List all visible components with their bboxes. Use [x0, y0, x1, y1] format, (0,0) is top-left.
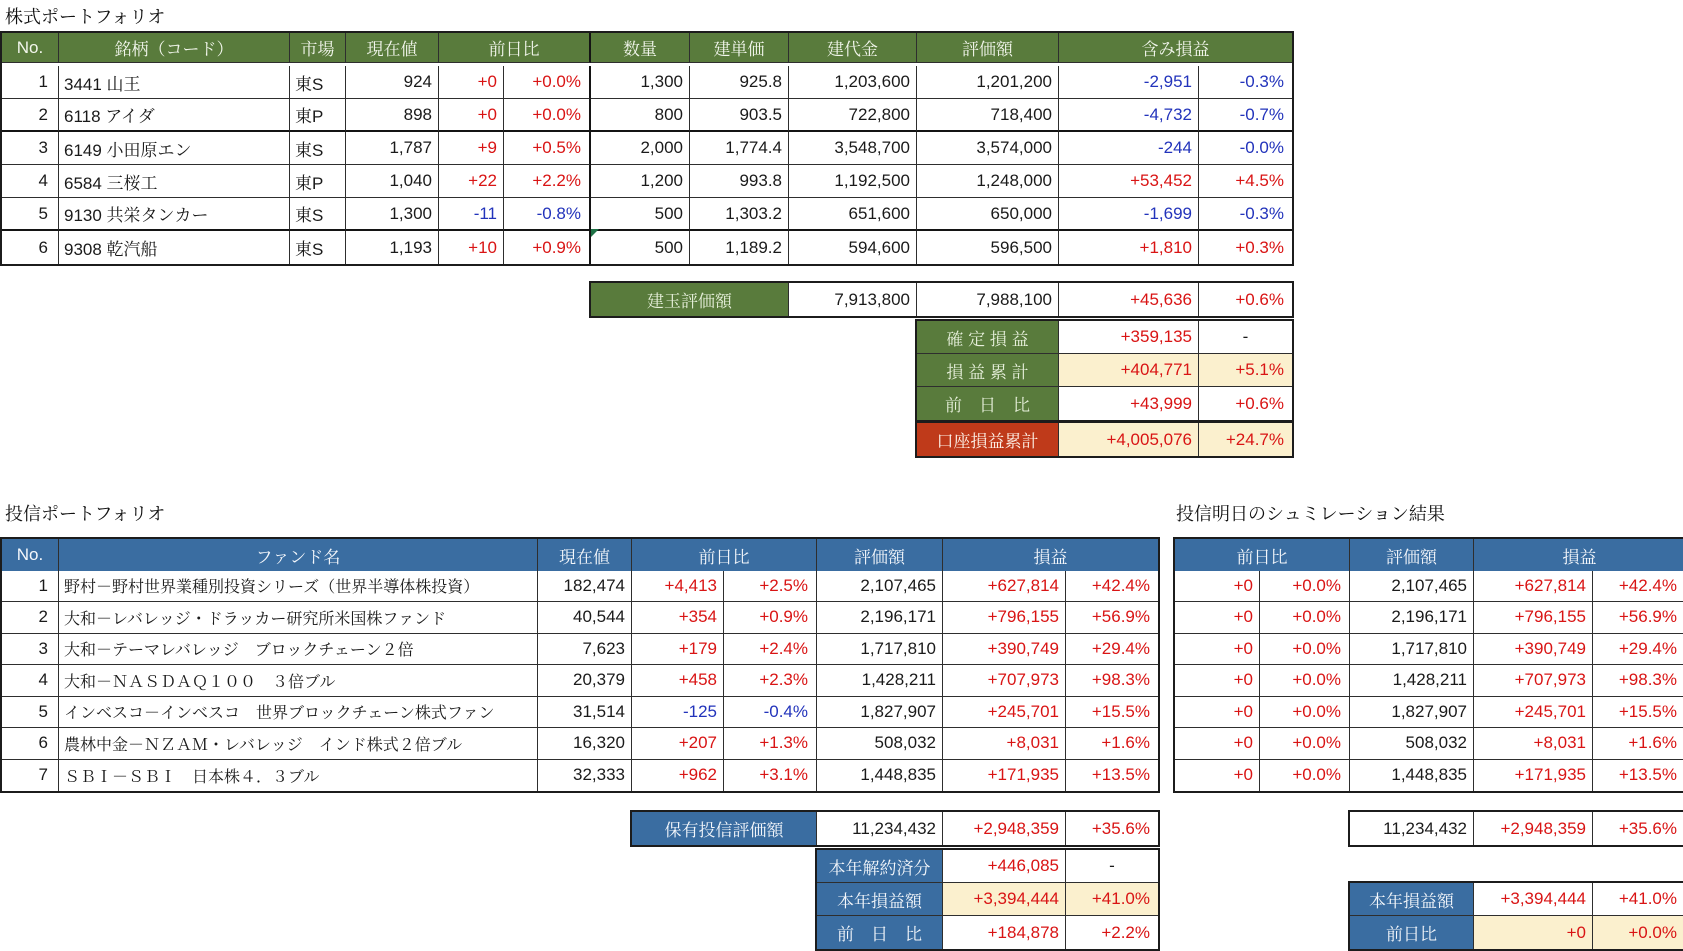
fund-cell-name[interactable]: ＳＢＩ－ＳＢＩ 日本株４．３ブル	[59, 760, 538, 792]
stock-cell-pl-pct[interactable]: +0.3%	[1199, 231, 1292, 264]
stock-cell-cost[interactable]: 651,600	[789, 198, 917, 231]
fund-cell-chg-pct[interactable]: +0.9%	[724, 602, 817, 634]
stock-header-unit-price[interactable]: 建単価	[690, 33, 789, 63]
fund-cell-price[interactable]: 32,333	[538, 760, 632, 792]
sim-cell-pl[interactable]: +796,155	[1474, 602, 1593, 634]
stock-cum-pl-label[interactable]: 損 益 累 計	[917, 354, 1059, 387]
sim-year-pl-value[interactable]: +3,394,444	[1474, 883, 1593, 916]
simulation-table	[1173, 537, 1683, 793]
fund-cell-name[interactable]: 大和－ＮＡＳＤＡＱ１００ ３倍ブル	[59, 665, 538, 697]
stock-cell-value[interactable]: 596,500	[917, 231, 1059, 264]
fund-cell-pl-pct[interactable]: +13.5%	[1066, 760, 1158, 792]
fund-cell-value[interactable]: 1,717,810	[817, 634, 943, 666]
stock-cell-unit[interactable]: 1,774.4	[690, 132, 789, 165]
sim-cell-pl[interactable]: +245,701	[1474, 697, 1593, 729]
sim-cell-chg-pct[interactable]: +0.0%	[1260, 760, 1350, 792]
stock-cell-cost[interactable]: 722,800	[789, 99, 917, 132]
fund-day-change-value[interactable]: +184,878	[943, 916, 1066, 949]
fund-cell-value[interactable]: 1,428,211	[817, 665, 943, 697]
stock-cell-chg-pct[interactable]: +2.2%	[504, 165, 591, 198]
fund-portfolio-table	[0, 537, 1160, 793]
sim-cell-chg[interactable]: +0	[1175, 697, 1260, 729]
stock-cell-market[interactable]: 東S	[290, 66, 346, 99]
stock-cell-qty[interactable]: 1,200	[591, 165, 690, 198]
fund-cell-pl-pct[interactable]: +15.5%	[1066, 697, 1158, 729]
stock-day-change-value[interactable]: +43,999	[1059, 387, 1199, 420]
stock-day-change-pct[interactable]: +0.6%	[1199, 387, 1292, 420]
stock-cell-name[interactable]: 9130 共栄タンカー	[59, 198, 290, 231]
sim-day-change-label[interactable]: 前日比	[1350, 916, 1474, 949]
sim-day-change-pct[interactable]: +0.0%	[1593, 916, 1683, 949]
fund-portfolio-title: 投信ポートフォリオ	[5, 504, 166, 524]
sim-day-change-value[interactable]: +0	[1474, 916, 1593, 949]
sim-cell-pl[interactable]: +8,031	[1474, 728, 1593, 760]
fund-cell-no[interactable]: 4	[2, 665, 59, 697]
fund-year-pl-pct[interactable]: +41.0%	[1066, 883, 1158, 916]
stock-cum-pl-pct[interactable]: +5.1%	[1199, 354, 1292, 387]
fund-cell-pl[interactable]: +627,814	[943, 571, 1066, 603]
stock-header-price[interactable]: 現在値	[346, 33, 439, 63]
sim-cell-value[interactable]: 1,448,835	[1350, 760, 1474, 792]
stock-cell-qty[interactable]: 500	[591, 198, 690, 231]
fund-cell-price[interactable]: 16,320	[538, 728, 632, 760]
stock-fixed-pl-value[interactable]: +359,135	[1059, 321, 1199, 354]
sim-cell-chg-pct[interactable]: +0.0%	[1260, 665, 1350, 697]
sim-cell-value[interactable]: 1,717,810	[1350, 634, 1474, 666]
stock-header-cost[interactable]: 建代金	[789, 33, 917, 63]
stock-cell-name[interactable]: 9308 乾汽船	[59, 231, 290, 264]
stock-cell-unit[interactable]: 1,189.2	[690, 231, 789, 264]
fund-cell-pl-pct[interactable]: +56.9%	[1066, 602, 1158, 634]
fund-cell-pl[interactable]: +796,155	[943, 602, 1066, 634]
sim-cell-value[interactable]: 2,196,171	[1350, 602, 1474, 634]
fund-cell-chg[interactable]: +207	[632, 728, 724, 760]
fund-total-label[interactable]: 保有投信評価額	[632, 812, 817, 845]
fund-cell-no[interactable]: 1	[2, 571, 59, 603]
sim-cell-pl-pct[interactable]: +98.3%	[1593, 665, 1683, 697]
fund-cell-chg-pct[interactable]: +3.1%	[724, 760, 817, 792]
stock-total-bar	[589, 281, 1294, 318]
fund-cell-pl[interactable]: +171,935	[943, 760, 1066, 792]
stock-cell-market[interactable]: 東P	[290, 99, 346, 132]
sim-header-value[interactable]: 評価額	[1350, 539, 1474, 572]
fund-cancel-pct[interactable]: -	[1066, 850, 1158, 883]
stock-cell-value[interactable]: 1,201,200	[917, 66, 1059, 99]
stock-cell-unit[interactable]: 1,303.2	[690, 198, 789, 231]
stock-cell-chg-pct[interactable]: +0.0%	[504, 66, 591, 99]
stock-cell-name[interactable]: 3441 山王	[59, 66, 290, 99]
sim-cell-chg-pct[interactable]: +0.0%	[1260, 728, 1350, 760]
sim-cell-value[interactable]: 508,032	[1350, 728, 1474, 760]
fund-cell-no[interactable]: 6	[2, 728, 59, 760]
stock-cell-chg[interactable]: -11	[439, 198, 504, 231]
fund-cell-name[interactable]: インベスコ－インベスコ 世界ブロックチェーン株式ファン	[59, 697, 538, 729]
stock-cell-unit[interactable]: 925.8	[690, 66, 789, 99]
stock-header-qty[interactable]: 数量	[591, 33, 690, 63]
stock-cell-value[interactable]: 650,000	[917, 198, 1059, 231]
stock-cell-pl-pct[interactable]: -0.3%	[1199, 198, 1292, 231]
stock-fixed-pl-pct[interactable]: -	[1199, 321, 1292, 354]
fund-cell-value[interactable]: 508,032	[817, 728, 943, 760]
stock-summary-block	[915, 319, 1294, 422]
stock-total-label[interactable]: 建玉評価額	[591, 283, 789, 316]
fund-cell-chg[interactable]: +354	[632, 602, 724, 634]
sim-total-pl[interactable]: +2,948,359	[1474, 812, 1593, 845]
sim-cell-chg[interactable]: +0	[1175, 728, 1260, 760]
stock-cell-pl[interactable]: -1,699	[1059, 198, 1199, 231]
stock-cell-market[interactable]: 東S	[290, 132, 346, 165]
sim-cell-pl[interactable]: +171,935	[1474, 760, 1593, 792]
fund-year-pl-label[interactable]: 本年損益額	[817, 883, 943, 916]
stock-cell-market[interactable]: 東S	[290, 231, 346, 264]
fund-cell-value[interactable]: 1,448,835	[817, 760, 943, 792]
stock-cell-price[interactable]: 1,040	[346, 165, 439, 198]
fund-cell-price[interactable]: 40,544	[538, 602, 632, 634]
sim-year-pl-pct[interactable]: +41.0%	[1593, 883, 1683, 916]
stock-cell-cost[interactable]: 3,548,700	[789, 132, 917, 165]
fund-cancel-label[interactable]: 本年解約済分	[817, 850, 943, 883]
stock-cell-chg[interactable]: +22	[439, 165, 504, 198]
stock-cell-qty[interactable]: 2,000	[591, 132, 690, 165]
fund-cell-name[interactable]: 大和－テーマレバレッジ ブロックチェーン２倍	[59, 634, 538, 666]
stock-cell-chg[interactable]: +0	[439, 99, 504, 132]
fund-cell-no[interactable]: 5	[2, 697, 59, 729]
fund-cell-price[interactable]: 7,623	[538, 634, 632, 666]
stock-cell-price[interactable]: 924	[346, 66, 439, 99]
stock-cell-no[interactable]: 5	[2, 198, 59, 231]
fund-year-pl-value[interactable]: +3,394,444	[943, 883, 1066, 916]
sim-cell-pl[interactable]: +390,749	[1474, 634, 1593, 666]
stock-cell-unit[interactable]: 993.8	[690, 165, 789, 198]
stock-cell-value[interactable]: 718,400	[917, 99, 1059, 132]
fund-cell-chg[interactable]: +4,413	[632, 571, 724, 603]
fund-cell-no[interactable]: 2	[2, 602, 59, 634]
stock-cell-pl[interactable]: -4,732	[1059, 99, 1199, 132]
stock-cell-chg-pct[interactable]: +0.5%	[504, 132, 591, 165]
fund-cell-value[interactable]: 2,196,171	[817, 602, 943, 634]
fund-cell-price[interactable]: 20,379	[538, 665, 632, 697]
fund-cell-pl[interactable]: +8,031	[943, 728, 1066, 760]
stock-cell-value[interactable]: 3,574,000	[917, 132, 1059, 165]
sim-cell-value[interactable]: 1,827,907	[1350, 697, 1474, 729]
fund-cell-no[interactable]: 3	[2, 634, 59, 666]
sim-cell-chg-pct[interactable]: +0.0%	[1260, 697, 1350, 729]
fund-cancel-value[interactable]: +446,085	[943, 850, 1066, 883]
sim-cell-chg[interactable]: +0	[1175, 634, 1260, 666]
sim-cell-pl-pct[interactable]: +29.4%	[1593, 634, 1683, 666]
fund-header-price[interactable]: 現在値	[538, 539, 632, 572]
stock-cell-market[interactable]: 東S	[290, 198, 346, 231]
stock-cell-chg[interactable]: +9	[439, 132, 504, 165]
fund-day-change-pct[interactable]: +2.2%	[1066, 916, 1158, 949]
account-total-pct[interactable]: +24.7%	[1199, 423, 1292, 456]
fund-total-value[interactable]: 11,234,432	[817, 812, 943, 845]
fund-cell-chg-pct[interactable]: +2.3%	[724, 665, 817, 697]
stock-cell-chg-pct[interactable]: +0.0%	[504, 99, 591, 132]
stock-header-no[interactable]: No.	[2, 33, 59, 63]
stock-total-pl[interactable]: +45,636	[1059, 283, 1199, 316]
account-total-value[interactable]: +4,005,076	[1059, 423, 1199, 456]
stock-cell-cost[interactable]: 1,192,500	[789, 165, 917, 198]
fund-cell-name[interactable]: 農林中金－ＮＺＡＭ・レバレッジ インド株式２倍ブル	[59, 728, 538, 760]
stock-cell-chg[interactable]: +0	[439, 66, 504, 99]
stock-cell-unit[interactable]: 903.5	[690, 99, 789, 132]
sim-cell-pl-pct[interactable]: +13.5%	[1593, 760, 1683, 792]
fund-header-no[interactable]: No.	[2, 539, 59, 572]
stock-cell-pl-pct[interactable]: -0.7%	[1199, 99, 1292, 132]
fund-cell-price[interactable]: 182,474	[538, 571, 632, 603]
fund-cell-price[interactable]: 31,514	[538, 697, 632, 729]
fund-cell-no[interactable]: 7	[2, 760, 59, 792]
stock-portfolio-table	[0, 31, 1294, 266]
sim-summary-block	[1348, 881, 1683, 951]
stock-total-pl-pct[interactable]: +0.6%	[1199, 283, 1292, 316]
stock-cell-pl[interactable]: +53,452	[1059, 165, 1199, 198]
fund-cell-pl-pct[interactable]: +29.4%	[1066, 634, 1158, 666]
stock-cell-cost[interactable]: 1,203,600	[789, 66, 917, 99]
sim-header-day-change[interactable]: 前日比	[1175, 539, 1350, 572]
fund-cell-name[interactable]: 野村－野村世界業種別投資シリーズ（世界半導体株投資）	[59, 571, 538, 603]
sim-cell-chg-pct[interactable]: +0.0%	[1260, 602, 1350, 634]
stock-cell-pl[interactable]: +1,810	[1059, 231, 1199, 264]
sim-cell-pl[interactable]: +627,814	[1474, 571, 1593, 603]
fund-cell-chg-pct[interactable]: +1.3%	[724, 728, 817, 760]
fund-total-pl[interactable]: +2,948,359	[943, 812, 1066, 845]
stock-day-change-label[interactable]: 前 日 比	[917, 387, 1059, 420]
stock-cell-cost[interactable]: 594,600	[789, 231, 917, 264]
sim-total-bar	[1348, 810, 1683, 847]
fund-header-value[interactable]: 評価額	[817, 539, 943, 572]
sim-cell-chg[interactable]: +0	[1175, 665, 1260, 697]
stock-cell-pl-pct[interactable]: -0.3%	[1199, 66, 1292, 99]
stock-fixed-pl-label[interactable]: 確 定 損 益	[917, 321, 1059, 354]
stock-cell-qty[interactable]: 1,300	[591, 66, 690, 99]
sim-cell-pl[interactable]: +707,973	[1474, 665, 1593, 697]
stock-cell-qty[interactable]: 500	[591, 231, 690, 264]
sim-cell-chg-pct[interactable]: +0.0%	[1260, 634, 1350, 666]
fund-cell-pl-pct[interactable]: +1.6%	[1066, 728, 1158, 760]
sim-cell-pl-pct[interactable]: +1.6%	[1593, 728, 1683, 760]
fund-cell-chg[interactable]: +179	[632, 634, 724, 666]
sim-header-pl[interactable]: 損益	[1474, 539, 1683, 572]
stock-header-value[interactable]: 評価額	[917, 33, 1059, 63]
fund-cell-chg[interactable]: +962	[632, 760, 724, 792]
simulation-title: 投信明日のシュミレーション結果	[1176, 504, 1445, 524]
stock-cell-chg-pct[interactable]: +0.9%	[504, 231, 591, 264]
fund-cell-chg-pct[interactable]: +2.5%	[724, 571, 817, 603]
sim-cell-value[interactable]: 2,107,465	[1350, 571, 1474, 603]
stock-header-unrealized[interactable]: 含み損益	[1059, 33, 1292, 63]
fund-total-bar	[630, 810, 1160, 847]
account-total-bar	[915, 421, 1294, 458]
fund-cell-pl-pct[interactable]: +42.4%	[1066, 571, 1158, 603]
fund-cell-chg[interactable]: -125	[632, 697, 724, 729]
sim-year-pl-label[interactable]: 本年損益額	[1350, 883, 1474, 916]
stock-cell-pl[interactable]: -244	[1059, 132, 1199, 165]
fund-summary-block	[815, 848, 1160, 951]
stock-cell-value[interactable]: 1,248,000	[917, 165, 1059, 198]
sim-total-value[interactable]: 11,234,432	[1350, 812, 1474, 845]
stock-header-day-change[interactable]: 前日比	[439, 33, 591, 63]
sim-cell-pl-pct[interactable]: +42.4%	[1593, 571, 1683, 603]
stock-cell-no[interactable]: 2	[2, 99, 59, 132]
fund-day-change-label[interactable]: 前 日 比	[817, 916, 943, 949]
stock-cum-pl-value[interactable]: +404,771	[1059, 354, 1199, 387]
stock-cell-name[interactable]: 6118 アイダ	[59, 99, 290, 132]
stock-cell-qty[interactable]: 800	[591, 99, 690, 132]
fund-cell-pl[interactable]: +707,973	[943, 665, 1066, 697]
fund-cell-chg-pct[interactable]: -0.4%	[724, 697, 817, 729]
stock-cell-pl-pct[interactable]: -0.0%	[1199, 132, 1292, 165]
sim-cell-pl-pct[interactable]: +15.5%	[1593, 697, 1683, 729]
sim-total-pct[interactable]: +35.6%	[1593, 812, 1683, 845]
stock-header-name[interactable]: 銘柄（コード）	[59, 33, 290, 63]
stock-cell-chg[interactable]: +10	[439, 231, 504, 264]
sim-cell-pl-pct[interactable]: +56.9%	[1593, 602, 1683, 634]
stock-cell-name[interactable]: 6149 小田原エン	[59, 132, 290, 165]
fund-cell-pl[interactable]: +390,749	[943, 634, 1066, 666]
fund-cell-chg-pct[interactable]: +2.4%	[724, 634, 817, 666]
stock-cell-no[interactable]: 3	[2, 132, 59, 165]
account-total-label[interactable]: 口座損益累計	[917, 423, 1059, 456]
fund-total-pct[interactable]: +35.6%	[1066, 812, 1158, 845]
fund-cell-name[interactable]: 大和－レバレッジ・ドラッカー研究所米国株ファンド	[59, 602, 538, 634]
fund-header-name[interactable]: ファンド名	[59, 539, 538, 572]
sim-cell-chg[interactable]: +0	[1175, 760, 1260, 792]
stock-cell-price[interactable]: 898	[346, 99, 439, 132]
fund-cell-pl-pct[interactable]: +98.3%	[1066, 665, 1158, 697]
stock-cell-no[interactable]: 1	[2, 66, 59, 99]
stock-cell-pl-pct[interactable]: +4.5%	[1199, 165, 1292, 198]
stock-cell-pl[interactable]: -2,951	[1059, 66, 1199, 99]
fund-cell-pl[interactable]: +245,701	[943, 697, 1066, 729]
stock-total-value[interactable]: 7,988,100	[917, 283, 1059, 316]
fund-cell-value[interactable]: 2,107,465	[817, 571, 943, 603]
stock-portfolio-title: 株式ポートフォリオ	[5, 7, 166, 27]
fund-header-pl[interactable]: 損益	[943, 539, 1158, 572]
stock-cell-price[interactable]: 1,193	[346, 231, 439, 264]
sim-cell-chg-pct[interactable]: +0.0%	[1260, 571, 1350, 603]
fund-header-day-change[interactable]: 前日比	[632, 539, 817, 572]
sim-cell-chg[interactable]: +0	[1175, 602, 1260, 634]
stock-cell-price[interactable]: 1,787	[346, 132, 439, 165]
sim-cell-chg[interactable]: +0	[1175, 571, 1260, 603]
stock-cell-no[interactable]: 4	[2, 165, 59, 198]
stock-total-cost[interactable]: 7,913,800	[789, 283, 917, 316]
fund-cell-chg[interactable]: +458	[632, 665, 724, 697]
stock-cell-name[interactable]: 6584 三桜工	[59, 165, 290, 198]
stock-cell-no[interactable]: 6	[2, 231, 59, 264]
stock-cell-price[interactable]: 1,300	[346, 198, 439, 231]
stock-cell-chg-pct[interactable]: -0.8%	[504, 198, 591, 231]
cell-note-marker-icon	[591, 229, 599, 237]
sim-cell-value[interactable]: 1,428,211	[1350, 665, 1474, 697]
fund-cell-value[interactable]: 1,827,907	[817, 697, 943, 729]
stock-cell-market[interactable]: 東P	[290, 165, 346, 198]
stock-header-market[interactable]: 市場	[290, 33, 346, 63]
